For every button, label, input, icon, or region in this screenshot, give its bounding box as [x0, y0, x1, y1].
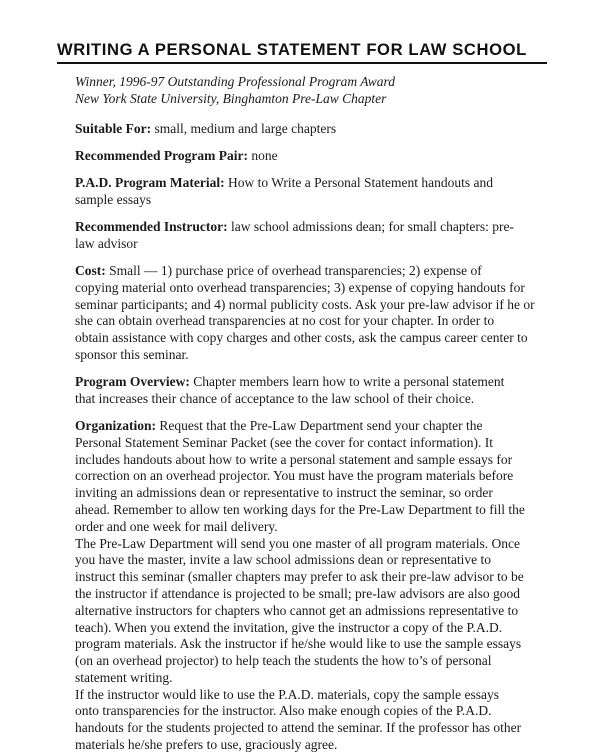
section-text: (on an overhead projector) to help teach the students the how to’s of personal — [75, 653, 492, 669]
text-line — [57, 374, 537, 391]
text-line — [57, 391, 537, 408]
text-line — [57, 603, 537, 620]
section-text: law advisor — [75, 235, 138, 251]
section-text: ahead. Remember to allow ten working days for the Pre-Law Department to fill the — [75, 501, 525, 517]
section-text: small, medium and large chapters — [151, 121, 337, 136]
section-label: Recommended Instructor: — [75, 219, 228, 235]
text-line — [57, 347, 537, 364]
section-recommended-program-pair — [57, 148, 537, 165]
section-organization — [57, 418, 537, 536]
text-line — [57, 502, 537, 519]
text-line — [57, 121, 537, 138]
section-label: Suitable For: — [75, 121, 152, 136]
document-title: WRITING A PERSONAL STATEMENT FOR LAW SCHOOL — [57, 40, 527, 59]
section-text: Chapter members learn how to write a personal statement — [189, 374, 505, 390]
section-text: law school admissions dean; for small chapters: pre- — [227, 219, 515, 235]
section-text: Small — 1) purchase price of overhead transparencies; 2) expense of — [105, 262, 482, 278]
section-text: The Pre-Law Department will send you one master of all program materials. Once — [75, 535, 520, 551]
section-text: correction on an overhead projector. You must have the program materials before — [75, 468, 514, 484]
section-text: If the instructor would like to use the P.A.D. materials, copy the sample essays — [75, 686, 500, 702]
section-text: instruct this seminar (smaller chapters may prefer to ask their pre-law advisor to be — [75, 569, 524, 585]
section-suitable-for — [57, 121, 537, 138]
text-line — [57, 569, 537, 586]
paragraph-pad-materials — [57, 687, 537, 754]
title-underline — [57, 62, 547, 64]
section-text: sponsor this seminar. — [75, 346, 189, 362]
section-text: alternative instructors for chapters who cannot get an admissions representative to — [75, 602, 519, 618]
text-line — [57, 720, 537, 737]
section-label: Recommended Program Pair: — [75, 148, 248, 164]
section-label: Program Overview: — [75, 374, 190, 390]
section-text: Request that the Pre-Law Department send your chapter the — [156, 417, 483, 433]
section-text: the instructor if attendance is projected to be small; pre-law advisors are also good — [75, 585, 520, 601]
text-line — [57, 192, 537, 209]
paragraph-master-materials — [57, 536, 537, 687]
section-label: P.A.D. Program Material: — [75, 175, 225, 191]
text-line — [57, 263, 537, 280]
section-program-overview — [57, 374, 537, 408]
section-recommended-instructor — [57, 219, 537, 253]
text-line — [57, 620, 537, 637]
section-text: How to Write a Personal Statement handouts and — [224, 175, 493, 191]
text-line — [57, 148, 537, 165]
section-program-material — [57, 175, 537, 209]
text-line — [57, 175, 537, 192]
section-text: onto transparencies for the instructor. Also make enough copies of the P.A.D. — [75, 703, 492, 719]
text-line — [57, 452, 537, 469]
section-text: order and one week for mail delivery. — [75, 518, 278, 534]
section-text: inviting an admissions dean or representative to instruct the seminar, so order — [75, 485, 493, 501]
section-cost — [57, 263, 537, 364]
section-text: she can obtain overhead transparencies at no cost for your chapter. In order to — [75, 313, 495, 329]
section-text: obtain assistance with copy charges and other costs, ask the campus career center to — [75, 330, 528, 346]
section-text: seminar participants; and 4) normal publicity costs. Ask your pre-law advisor if he or — [75, 296, 535, 312]
section-label: Organization: — [75, 417, 156, 433]
section-text: that increases their chance of acceptance to the law school of their choice. — [75, 390, 475, 406]
text-line — [57, 313, 537, 330]
section-text: teach). When you extend the invitation, give the instructor a copy of the P.A.D. — [75, 619, 503, 635]
text-line — [57, 468, 537, 485]
award-line-2: New York State University, Binghamton Pre-Law Chapter — [75, 90, 387, 106]
section-text: statement writing. — [75, 669, 173, 685]
text-line — [57, 653, 537, 670]
text-line — [57, 219, 537, 236]
section-label: Cost: — [75, 262, 106, 278]
text-line — [57, 536, 537, 553]
section-text: handouts for the students projected to attend the seminar. If the professor has other — [75, 720, 522, 736]
text-line — [57, 280, 537, 297]
text-line — [57, 552, 537, 569]
section-text: Personal Statement Seminar Packet (see the cover for contact information). It — [75, 434, 493, 450]
section-text: includes handouts about how to write a personal statement and sample essays for — [75, 451, 513, 467]
text-line — [57, 330, 537, 347]
section-text: you have the master, invite a law school admissions dean or representative to — [75, 552, 491, 568]
text-line — [57, 670, 537, 687]
text-line — [57, 737, 537, 754]
section-text: none — [247, 148, 278, 164]
section-text: program materials. Ask the instructor if he/she would like to use the sample essays — [75, 636, 522, 652]
text-line — [57, 297, 537, 314]
section-text: materials he/she prefers to use, graciously agree. — [75, 737, 338, 753]
section-text: copying material onto overhead transparencies; 3) expense of copying handouts for — [75, 279, 525, 295]
section-text: sample essays — [75, 191, 152, 207]
text-line — [57, 687, 537, 704]
text-line — [57, 485, 537, 502]
text-line — [57, 586, 537, 603]
award-note — [75, 74, 395, 108]
text-line — [57, 435, 537, 452]
text-line — [57, 418, 537, 435]
document-body — [57, 121, 537, 754]
text-line — [57, 519, 537, 536]
text-line — [57, 236, 537, 253]
award-line-1: Winner, 1996-97 Outstanding Professional Program Award — [75, 74, 396, 89]
text-line — [57, 636, 537, 653]
text-line — [57, 703, 537, 720]
